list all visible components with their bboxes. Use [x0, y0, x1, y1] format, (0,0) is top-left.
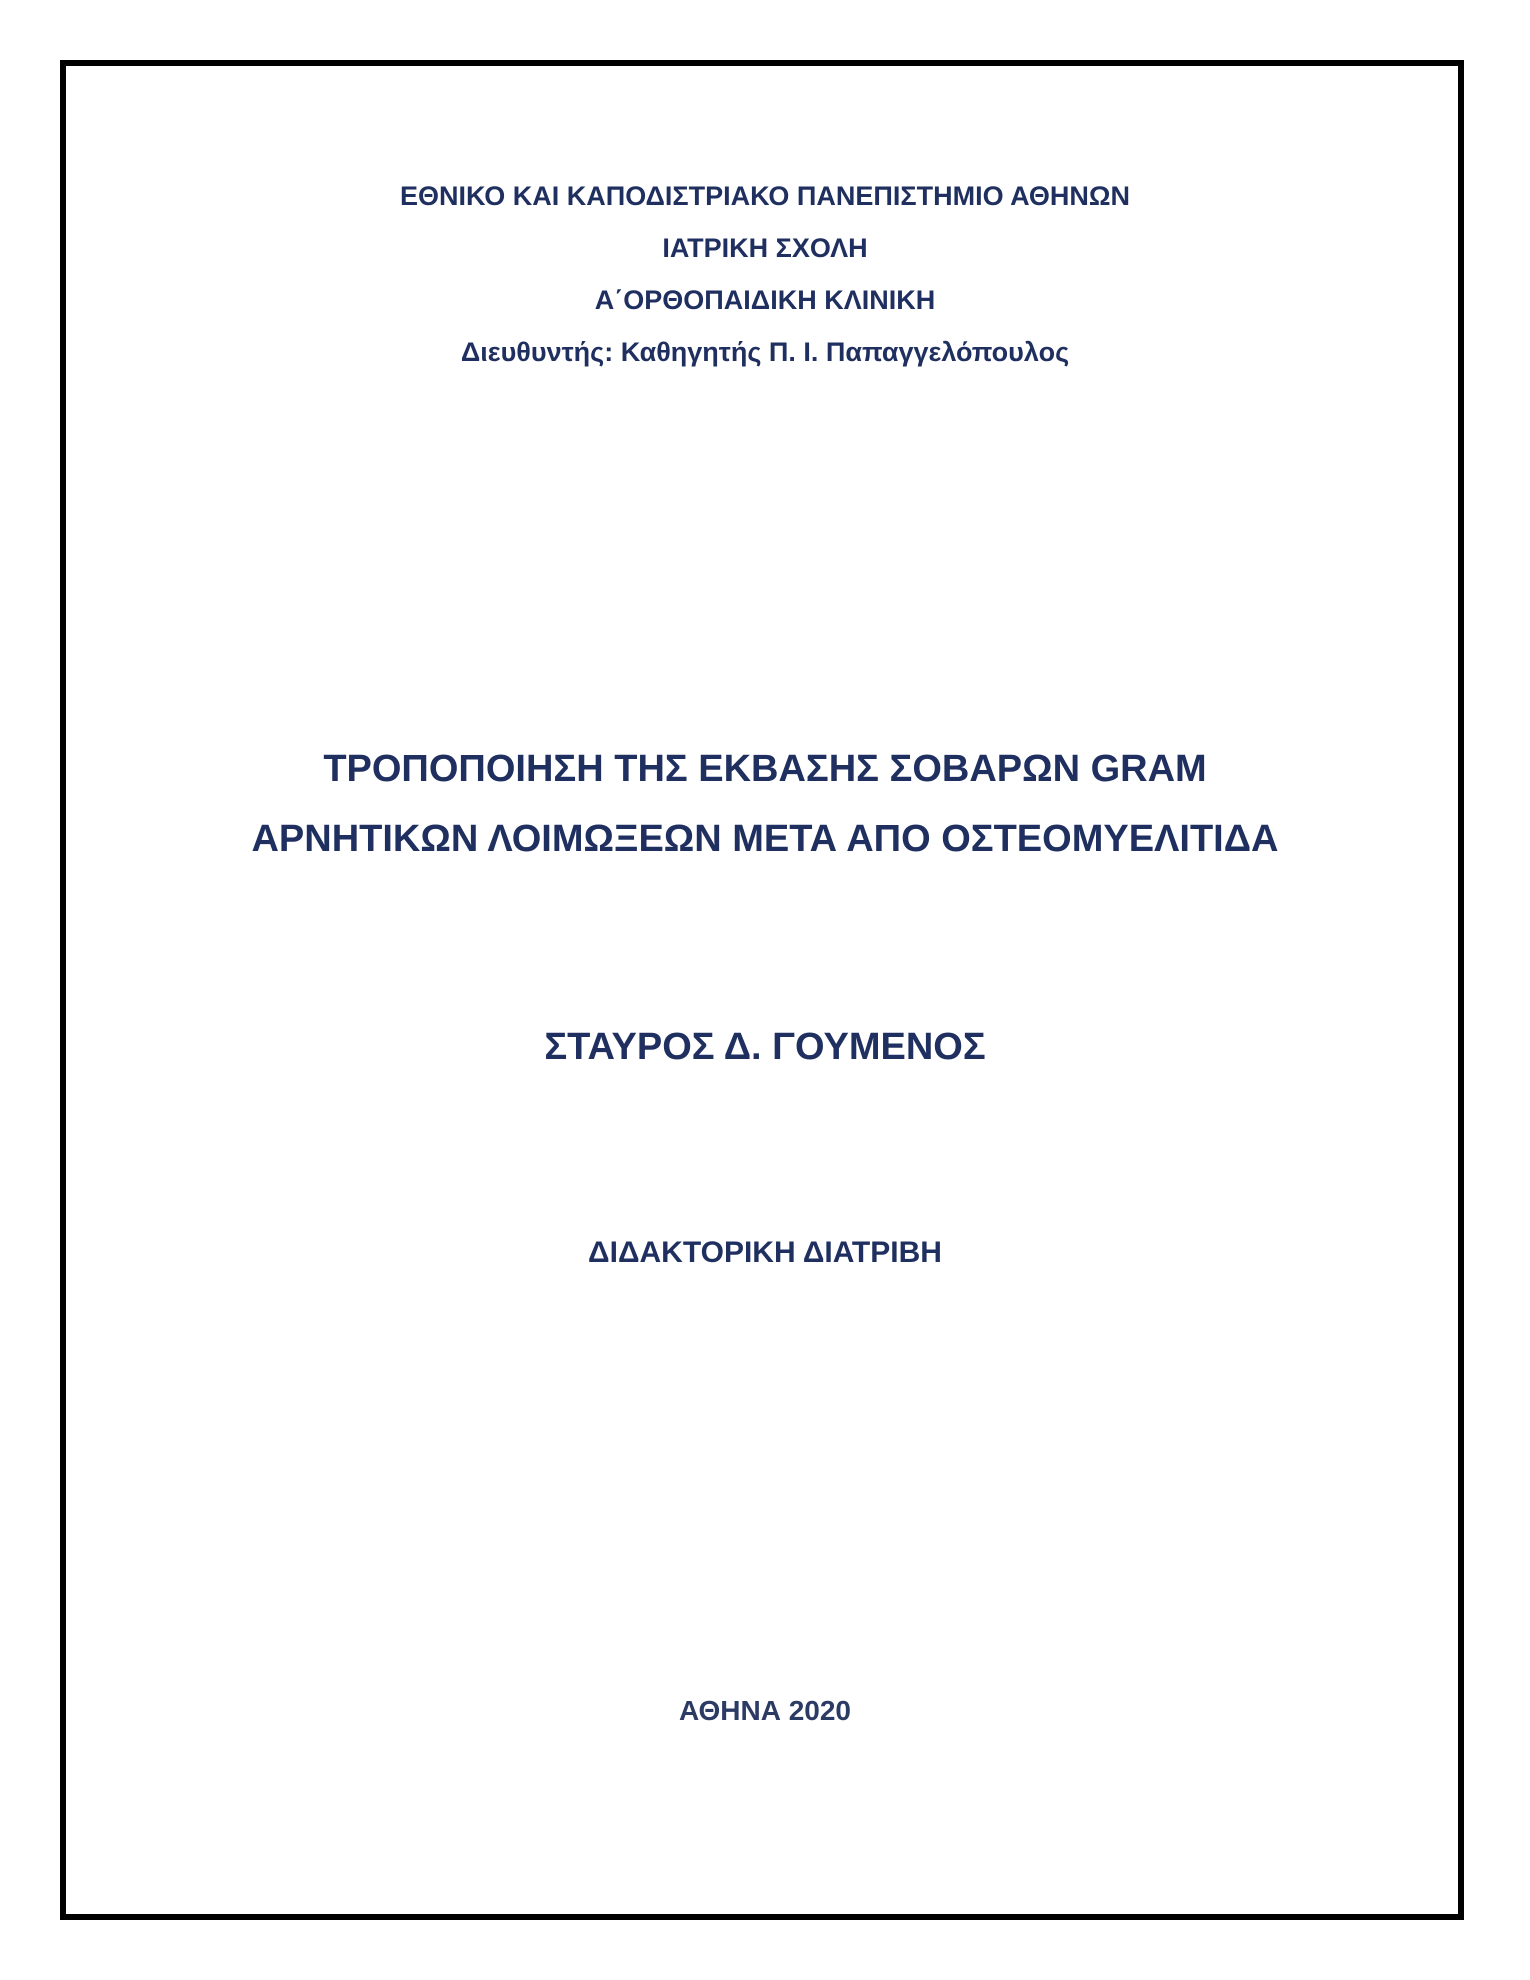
- school-name: ΙΑΤΡΙΚΗ ΣΧΟΛΗ: [662, 233, 868, 263]
- thesis-title-line-1: ΤΡΟΠΟΠΟΙΗΣΗ ΤΗΣ ΕΚΒΑΣΗΣ ΣΟΒΑΡΩΝ GRAM: [323, 748, 1207, 790]
- clinic-name: Α΄ΟΡΘΟΠΑΙΔΙΚΗ ΚΛΙΝΙΚΗ: [594, 285, 936, 315]
- place-and-year: ΑΘΗΝΑ 2020: [679, 1695, 851, 1726]
- university-name: ΕΘΝΙΚΟ ΚΑΙ ΚΑΠΟΔΙΣΤΡΙΑΚΟ ΠΑΝΕΠΙΣΤΗΜΙΟ ΑΘΗΝΩΝ: [399, 181, 1131, 211]
- author-name: ΣΤΑΥΡΟΣ Δ. ΓΟΥΜΕΝΟΣ: [544, 1026, 986, 1068]
- thesis-title-line-2: ΑΡΝΗΤΙΚΩΝ ΛΟΙΜΩΞΕΩΝ ΜΕΤΑ ΑΠΟ ΟΣΤΕΟΜΥΕΛΙΤΙΔΑ: [251, 818, 1279, 860]
- director-line: Διευθυντής: Καθηγητής Π. Ι. Παπαγγελόπουλος: [460, 337, 1070, 367]
- document-type: ΔΙΔΑΚΤΟΡΙΚΗ ΔΙΑΤΡΙΒΗ: [588, 1236, 942, 1269]
